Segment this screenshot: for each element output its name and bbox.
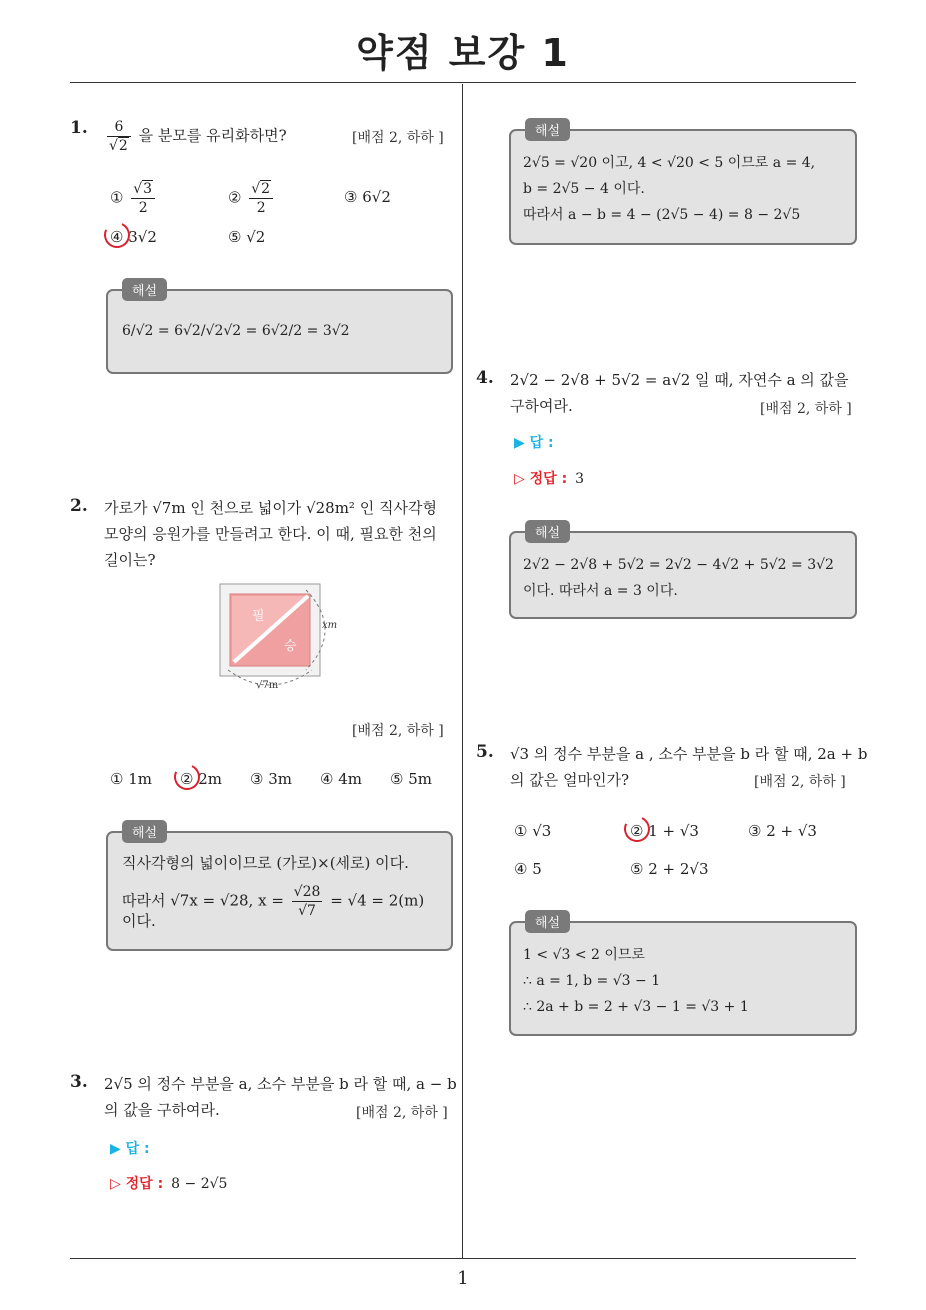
q2-solution-box [106, 826, 453, 951]
q4-score: [배점 2, 하하 ] [760, 401, 852, 417]
q1-option-5[interactable]: ⑤ √2 [228, 228, 266, 246]
q3-number: 3. [70, 1072, 88, 1092]
q1-solution-tag: 해설 [122, 278, 167, 301]
q5-solution-line-2: ∴ a = 1, b = √3 − 1 [523, 973, 661, 989]
q5-score: [배점 2, 하하 ] [754, 774, 846, 790]
q4-solution-line-1: 2√2 − 2√8 + 5√2 = 2√2 − 4√2 + 5√2 = 3√2 [523, 557, 834, 573]
q3-stem-line-1: 2√5 의 정수 부분을 a, 소수 부분을 b 라 할 때, a − b [104, 1075, 457, 1093]
q1-solution-box [106, 284, 453, 374]
q2-number: 2. [70, 496, 88, 516]
q5-option-2[interactable]: ② 1 + √3 [630, 822, 699, 840]
q2-solution-tag: 해설 [122, 820, 167, 843]
q2-figure-label-side: xm [322, 620, 338, 631]
q5-option-4[interactable]: ④ 5 [514, 860, 542, 878]
q5-stem-line-2: 의 값은 얼마인가? [510, 771, 630, 789]
q3-solution-tag: 해설 [525, 118, 570, 141]
q1-option-2[interactable]: ② √ $\frac{2}{2}$ [228, 180, 276, 217]
q1-score: [배점 2, 하하 ] [352, 130, 444, 146]
q2-stem-line-2: 모양의 응원가를 만들려고 한다. 이 때, 필요한 천의 [104, 525, 437, 543]
q2-solution-line-1: 직사각형의 넓이이므로 (가로)×(세로) 이다. [122, 854, 409, 872]
q5-number: 5. [476, 742, 494, 762]
q2-stem-line-1: 가로가 √7m 인 천으로 넓이가 √28m² 인 직사각형 [104, 499, 437, 517]
q4-number: 4. [476, 368, 494, 388]
q1-answer-mark [100, 218, 133, 251]
q1-fraction: 6 √ 2 [107, 118, 131, 155]
q2-stem-line-3: 길이는? [104, 551, 156, 569]
header-rule [70, 82, 856, 83]
q2-figure [214, 580, 346, 692]
q3-solution-line-2: b = 2√5 − 4 이다. [523, 181, 645, 197]
q3-solution-line-3: 따라서 a − b = 4 − (2√5 − 4) = 8 − 2√5 [523, 207, 801, 223]
q2-option-4[interactable]: ④ 4m [320, 770, 362, 788]
q3-answer-label: ▶ 답 : [110, 1141, 150, 1157]
q2-answer-mark [170, 760, 203, 793]
q5-solution-line-3: ∴ 2a + b = 2 + √3 − 1 = √3 + 1 [523, 999, 749, 1015]
q4-solution-line-2: 이다. 따라서 a = 3 이다. [523, 583, 678, 599]
page-title: 약점 보강 1 [356, 31, 570, 75]
q4-solution-box [509, 526, 857, 619]
q5-option-3[interactable]: ③ 2 + √3 [748, 822, 817, 840]
q5-solution-box [509, 916, 857, 1036]
q4-stem-line-1: 2√2 − 2√8 + 5√2 = a√2 일 때, 자연수 a 의 값을 [510, 371, 849, 389]
q2-solution-line-3: 이다. [122, 912, 156, 930]
q2-option-1[interactable]: ① 1m [110, 770, 152, 788]
q2-figure-label-base: √7m [256, 680, 279, 691]
q5-option-5[interactable]: ⑤ 2 + 2√3 [630, 860, 709, 878]
q2-solution-line-2: 따라서 √7x = √28, x = $\frac{√28}{√7}$ = √4 = 2(m) [122, 884, 425, 919]
q5-answer-mark [620, 812, 653, 845]
q3-solution-line-1: 2√5 = √20 이고, 4 < √20 < 5 이므로 a = 4, [523, 155, 816, 171]
q5-solution-line-1: 1 < √3 < 2 이므로 [523, 947, 645, 963]
q1-option-1[interactable]: ① √ $\frac{3}{2}$ [110, 180, 158, 217]
q1-number: 1. [70, 118, 88, 138]
q5-option-1[interactable]: ① √3 [514, 822, 552, 840]
q1-option-3[interactable]: ③ 6√2 [344, 188, 391, 206]
q5-solution-tag: 해설 [525, 910, 570, 933]
q4-answer-label: ▶ 답 : [514, 435, 554, 451]
page-number: 1 [457, 1268, 469, 1289]
column-divider [462, 84, 463, 1258]
q3-score: [배점 2, 하하 ] [356, 1105, 448, 1121]
q2-figure-label-top: 필 [252, 609, 265, 624]
q2-figure-label-bottom: 승 [284, 639, 297, 654]
q2-option-2[interactable]: ② 2m [180, 770, 222, 788]
q2-option-3[interactable]: ③ 3m [250, 770, 292, 788]
q4-correct-answer: ▷ 정답 : 3 [514, 471, 585, 487]
q1-option-4[interactable]: ④ 3√2 [110, 228, 157, 246]
q3-stem-line-2: 의 값을 구하여라. [104, 1101, 220, 1119]
q1-stem: 6 √ 2 을 분모를 유리화하면? [104, 118, 287, 155]
q2-option-5[interactable]: ⑤ 5m [390, 770, 432, 788]
q1-solution-text: 6/√2 = 6√2/√2√2 = 6√2/2 = 3√2 [122, 323, 350, 339]
q4-solution-tag: 해설 [525, 520, 570, 543]
footer-rule [70, 1258, 856, 1259]
q3-correct-answer: ▷ 정답 : 8 − 2√5 [110, 1176, 228, 1192]
q2-score: [배점 2, 하하 ] [352, 723, 444, 739]
q5-stem-line-1: √3 의 정수 부분을 a , 소수 부분을 b 라 할 때, 2a + b [510, 745, 868, 763]
q4-stem-line-2: 구하여라. [510, 397, 573, 415]
q3-solution-box [509, 124, 857, 245]
